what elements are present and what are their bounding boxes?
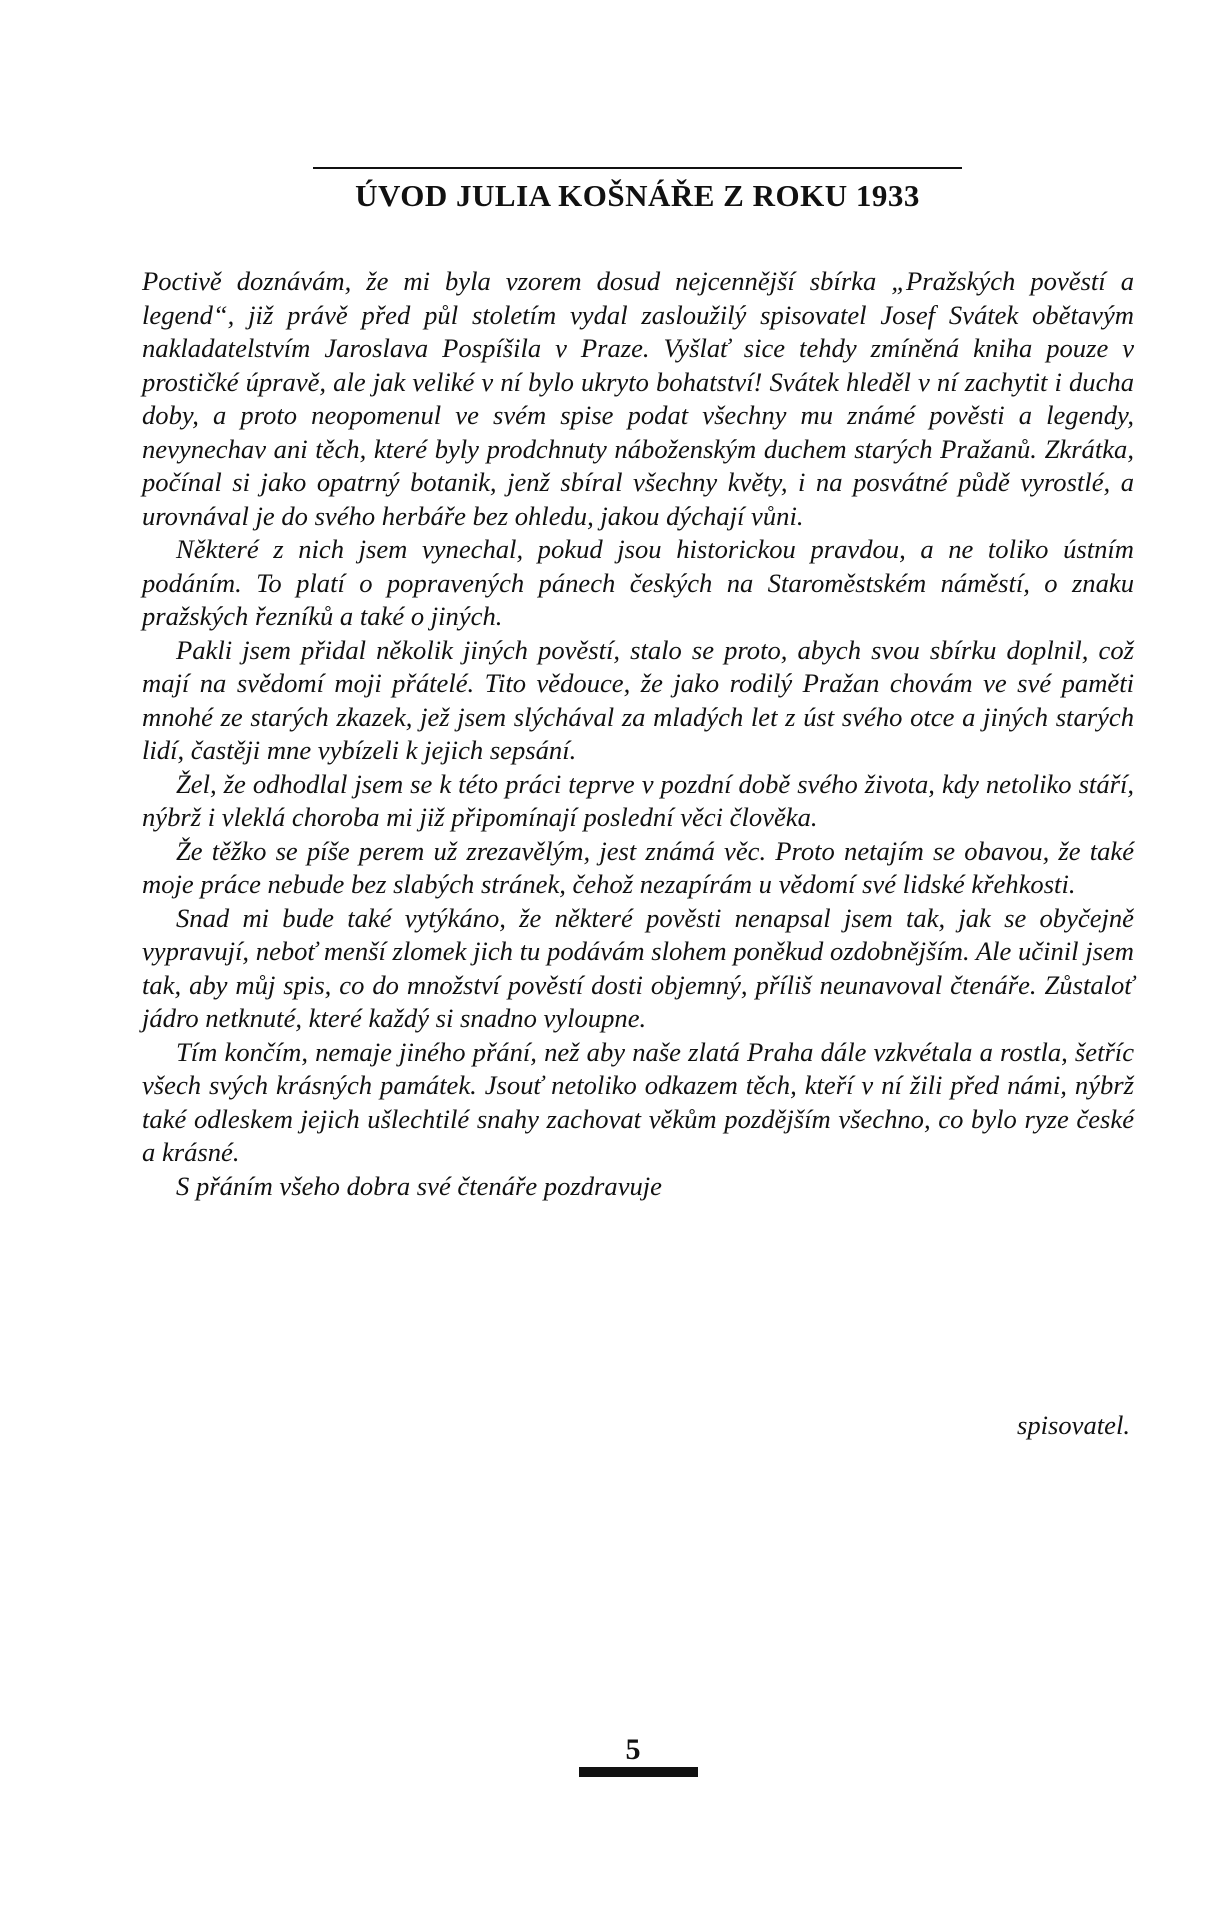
paragraph-5: Že těžko se píše perem už zrezavělým, jest známá věc. Proto netajím se obavou, že také moje práce nebude bez slabých stránek, čehož nezapírám u vědomí své lidské křehkosti. [142,835,1134,899]
paragraph-8: S přáním všeho dobra své čtenáře pozdravuje [176,1170,662,1201]
chapter-title: ÚVOD JULIA KOŠNÁŘE Z ROKU 1933 [355,178,920,213]
paragraph-7: Tím končím, nemaje jiného přání, než aby naše zlatá Praha dále vzkvétala a rostla, šetříc všech svých krásných památek. Jsouť netoliko odkazem těch, kteří v ní žili před námi, nýbrž také odleskem jejich ušlechtilé snahy zachovat věkům pozdějším všechno, co bylo ryze české a krásné. [142,1036,1134,1167]
paragraph-4: Žel, že odhodlal jsem se k této práci teprve v pozdní době svého života, kdy netoliko stáří, nýbrž i vleklá choroba mi již připomínají poslední věci člověka. [142,768,1134,832]
page-number-bar [579,1767,698,1777]
paragraph-6: Snad mi bude také vytýkáno, že některé pověsti nenapsal jsem tak, jak se obyčejně vypravují, neboť menší zlomek jich tu podávám slohem poněkud ozdobnějším. Ale učinil jsem tak, aby můj spis, co do množství pověstí dosti objemný, příliš neunavoval čtenáře. Zůstaloť jádro netknuté, které každý si snadno vyloupne. [142,902,1134,1033]
paragraph-1: Poctivě doznávám, že mi byla vzorem dosud nejcennější sbírka „Pražských pověstí a legend“, již právě před půl stoletím vydal zasloužilý spisovatel Josef Svátek obětavým nakladatelstvím Jaroslava Pospíšila v Praze. Vyšlať sice tehdy zmíněná kniha pouze v prostičké úpravě, ale jak veliké v ní bylo ukryto bohatství! Svátek hleděl v ní zachytit i ducha doby, a proto neopomenul ve svém spise podat všechny mu známé pověsti a legendy, nevynechav ani těch, které byly prodchnuty náboženským duchem starých Pražanů. Zkrátka, počínal si jako opatrný botanik, jenž sbíral všechny květy, i na posvátné půdě vyrostlé, a urovnával je do svého herbáře bez ohledu, jakou dýchají vůni. [142,266,1134,531]
page-number: 5 [625,1733,641,1766]
title-rule [313,167,962,169]
paragraph-3: Pakli jsem přidal několik jiných pověstí, stalo se proto, abych svou sbírku doplnil, což mají na svědomí moji přátelé. Tito vědouce, že jako rodilý Pražan chovám ve své paměti mnohé ze starých zkazek, jež jsem slýchával za mladých let z úst svého otce a jiných starých lidí, častěji mne vybízeli k jejich sepsání. [142,634,1134,765]
body-text [142,265,1134,1203]
paragraph-2: Některé z nich jsem vynechal, pokud jsou historickou pravdou, a ne toliko ústním podáním. To platí o popravených pánech českých na Staroměstském náměstí, o znaku pražských řezníků a také o jiných. [142,534,1134,631]
signature: spisovatel. [1016,1410,1130,1440]
